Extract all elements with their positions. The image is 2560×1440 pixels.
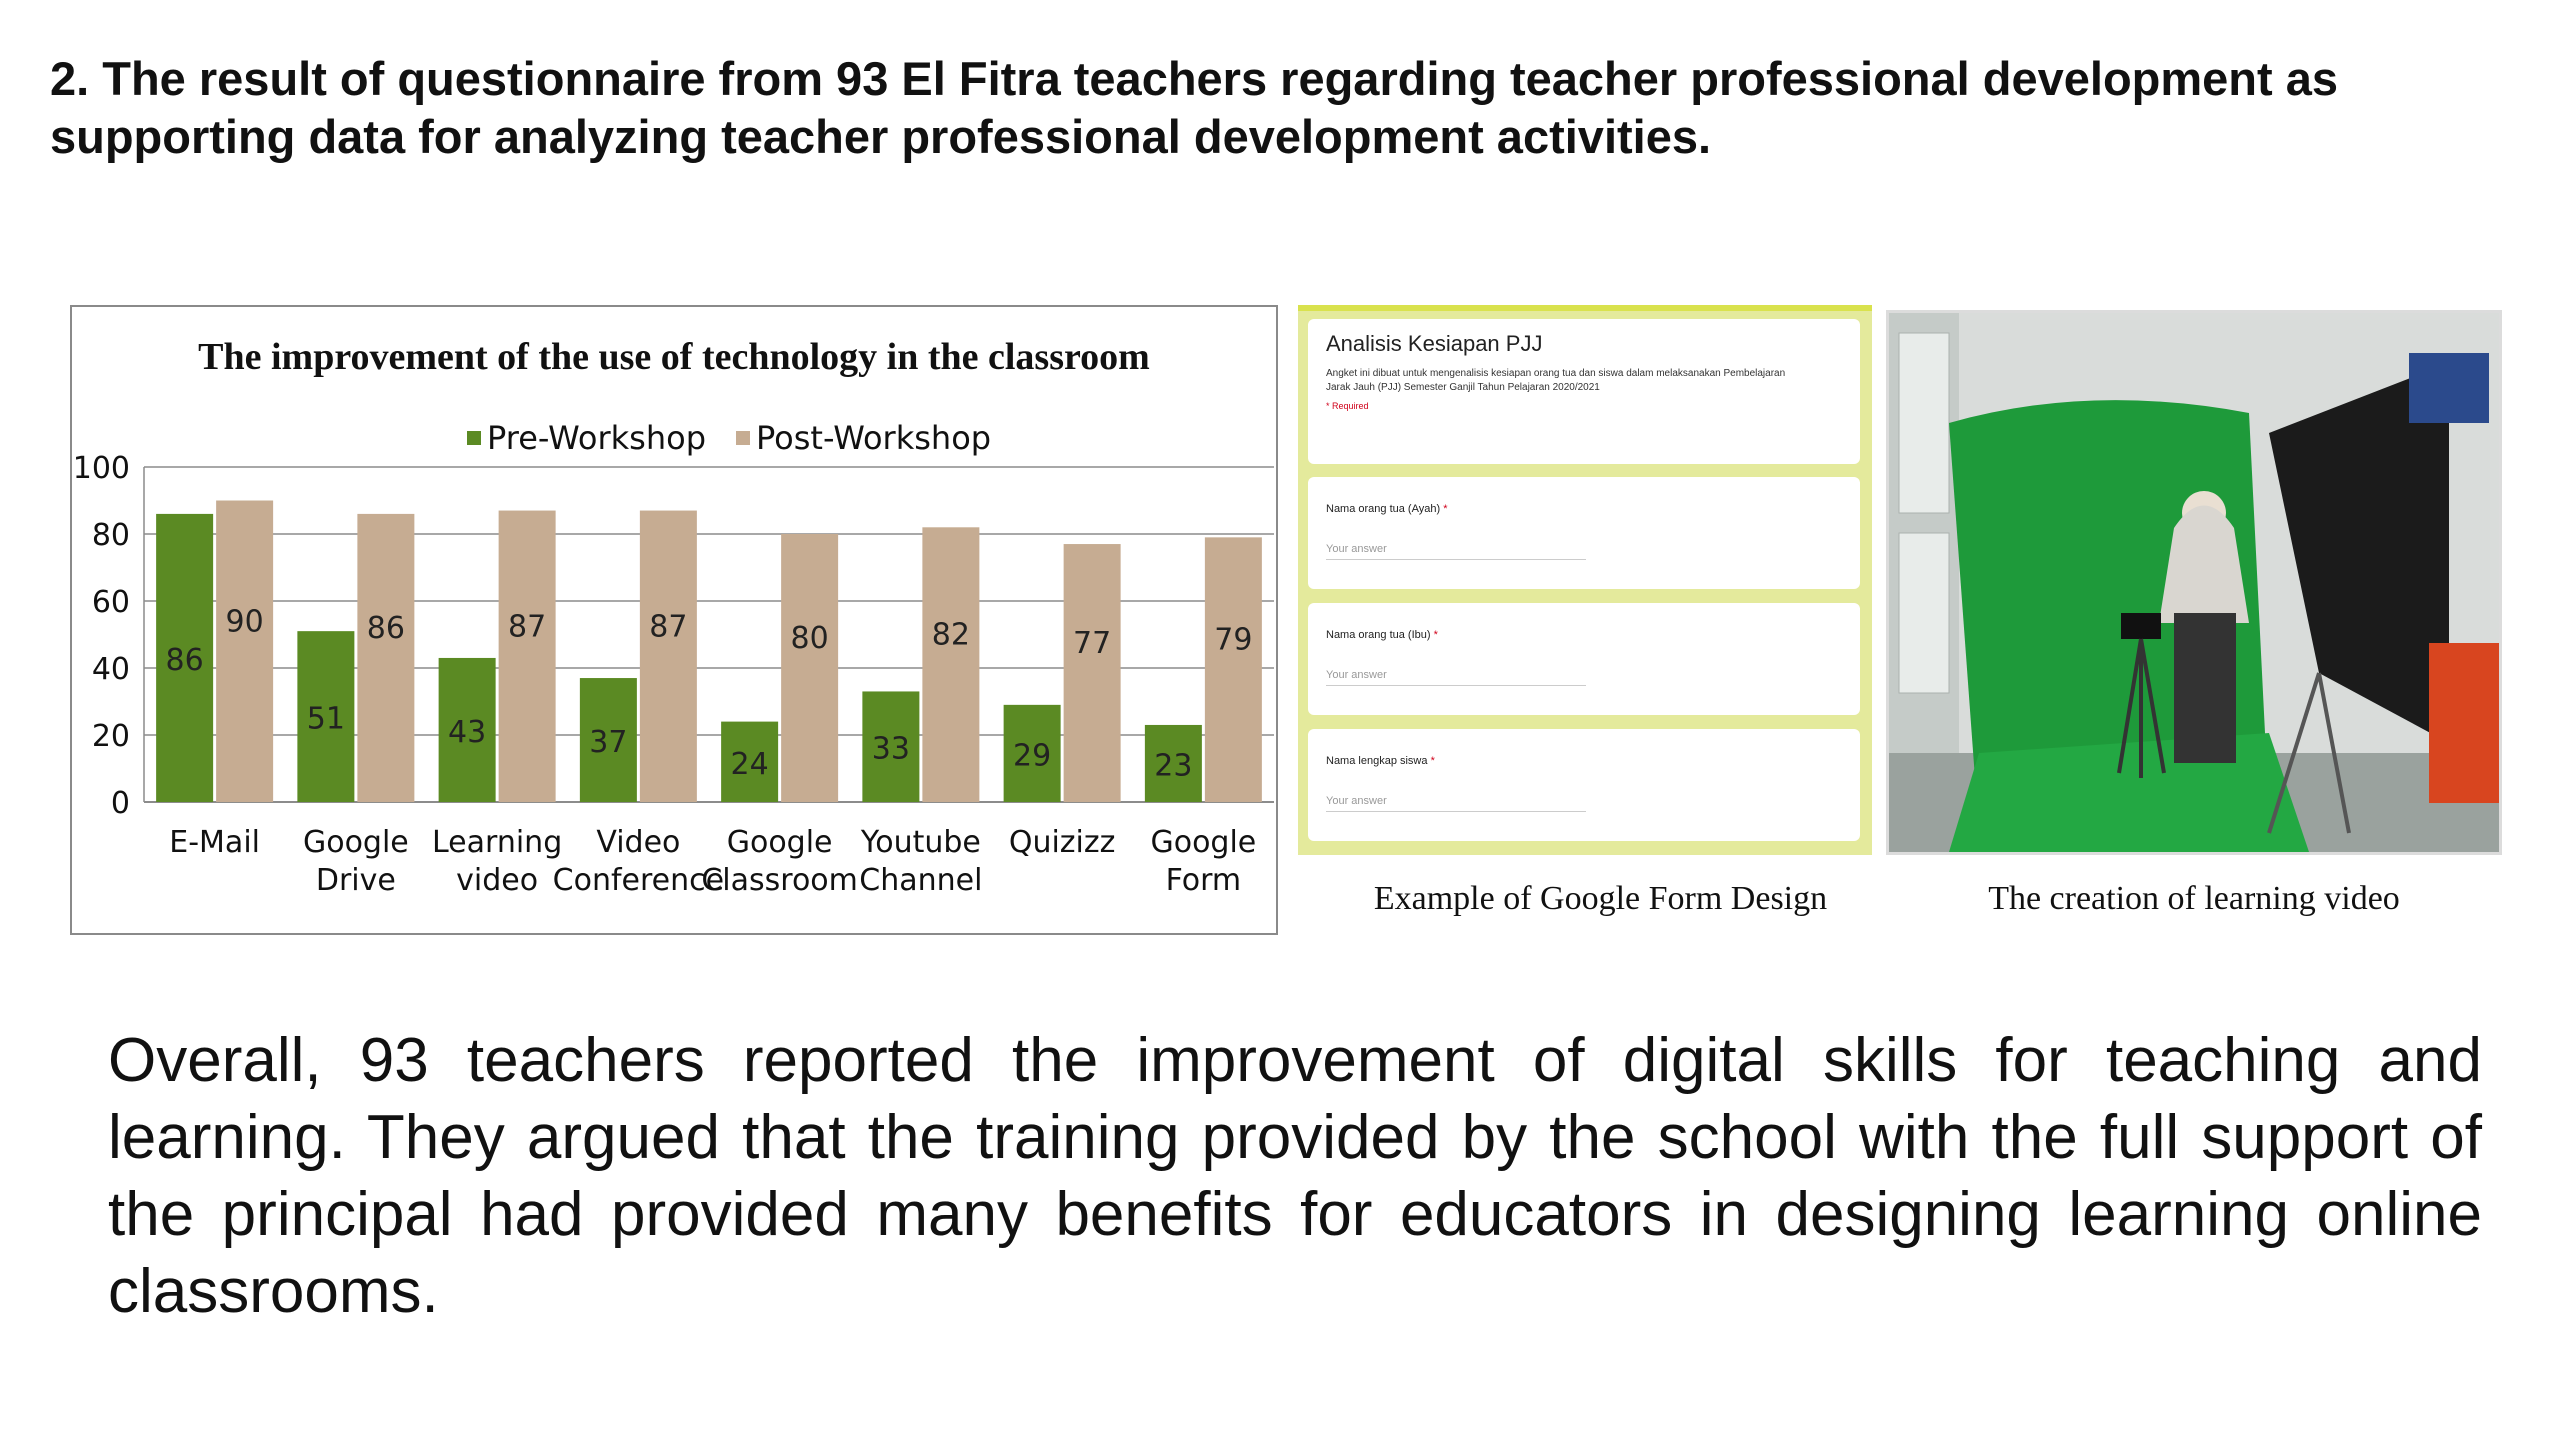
x-tick-label: Conference	[552, 863, 725, 898]
form-question-card	[1308, 477, 1860, 589]
data-label: 82	[931, 617, 970, 653]
x-tick-label: E-Mail	[169, 825, 260, 860]
x-tick-label: Learning	[432, 825, 563, 860]
x-tick-label: Youtube	[860, 825, 981, 860]
y-tick-label: 20	[91, 719, 130, 754]
chart-canvas	[72, 307, 1280, 937]
x-tick-label: video	[456, 863, 539, 898]
bar-post-workshop	[357, 514, 414, 802]
bar-post-workshop	[216, 501, 273, 803]
form-caption: Example of Google Form Design	[1373, 880, 1828, 917]
data-label: 90	[225, 604, 264, 640]
form-question-card	[1308, 603, 1860, 715]
x-tick-label: Classroom	[701, 863, 858, 898]
question-label: Nama orang tua (Ayah) *	[1326, 503, 1448, 515]
x-tick-label: Google	[302, 825, 409, 860]
legend-item-post	[736, 419, 991, 457]
chart-legend	[467, 419, 991, 457]
form-question-card	[1308, 729, 1860, 841]
y-tick-label: 60	[91, 585, 130, 620]
data-label: 79	[1214, 622, 1253, 658]
bar-post-workshop	[499, 511, 556, 802]
form-required-note: * Required	[1326, 401, 1369, 411]
y-tick-label: 100	[72, 451, 130, 486]
summary-paragraph: Overall, 93 teachers reported the improvement of digital skills for teaching and learning. They argued that the training provided by the school with the full support of the principal had provided many benefits for educators in designing learning online classrooms.	[108, 1026, 2482, 1326]
data-label: 51	[306, 701, 345, 737]
legend-label-post: Post-Workshop	[756, 419, 992, 457]
question-label: Nama lengkap siswa *	[1326, 755, 1435, 767]
legend-swatch-post	[736, 431, 750, 445]
data-label: 80	[790, 621, 829, 656]
x-tick-label: Drive	[315, 863, 396, 898]
google-form-screenshot	[1298, 305, 1872, 855]
y-tick-label: 0	[110, 786, 130, 821]
bar-post-workshop	[1205, 537, 1262, 802]
legend-label-pre: Pre-Workshop	[487, 419, 706, 457]
x-tick-label: Quizizz	[1008, 825, 1116, 860]
x-tick-label: Channel	[859, 863, 983, 898]
bar-post-workshop	[640, 511, 697, 802]
bar-post-workshop	[781, 534, 838, 802]
form-description: Angket ini dibuat untuk mengenalisis kesiapan orang tua dan siswa dalam melaksanakan Pembelajaran Jarak Jauh (PJJ) Semester Ganjil Tahun Pelajaran 2020/2021	[1326, 368, 1786, 393]
bar-chart	[70, 305, 1278, 935]
data-label: 33	[871, 731, 910, 767]
data-label: 29	[1013, 738, 1052, 774]
data-label: 86	[366, 610, 405, 646]
form-header-card	[1308, 319, 1860, 464]
photo-illustration	[1889, 313, 2499, 852]
photo-caption: The creation of learning video	[1988, 880, 2400, 917]
legend-swatch-pre	[467, 431, 481, 445]
answer-field[interactable]: Your answer	[1326, 795, 1586, 812]
data-label: 43	[448, 714, 487, 750]
y-tick-label: 80	[91, 518, 130, 553]
x-tick-label: Google	[726, 825, 833, 860]
data-label: 77	[1073, 626, 1112, 662]
data-label: 37	[589, 725, 628, 761]
legend-item-pre	[467, 419, 706, 457]
question-label: Nama orang tua (Ibu) *	[1326, 629, 1438, 641]
bar-post-workshop	[1064, 544, 1121, 802]
answer-field[interactable]: Your answer	[1326, 669, 1586, 686]
answer-field[interactable]: Your answer	[1326, 543, 1586, 560]
form-title: Analisis Kesiapan PJJ	[1326, 331, 1543, 356]
y-tick-label: 40	[91, 652, 130, 687]
chart-title: The improvement of the use of technology in the classroom	[198, 336, 1150, 378]
x-tick-label: Google	[1150, 825, 1257, 860]
x-tick-label: Video	[596, 825, 681, 860]
learning-video-photo	[1886, 310, 2502, 855]
slide-heading: 2. The result of questionnaire from 93 El Fitra teachers regarding teacher professional development as supporting data for analyzing teacher professional development activities.	[50, 52, 2338, 163]
data-label: 24	[730, 746, 769, 782]
data-label: 86	[165, 642, 204, 678]
data-label: 87	[649, 609, 688, 645]
x-tick-label: Form	[1165, 863, 1242, 898]
bar-post-workshop	[922, 527, 979, 802]
data-label: 23	[1154, 748, 1193, 784]
data-label: 87	[508, 609, 547, 645]
